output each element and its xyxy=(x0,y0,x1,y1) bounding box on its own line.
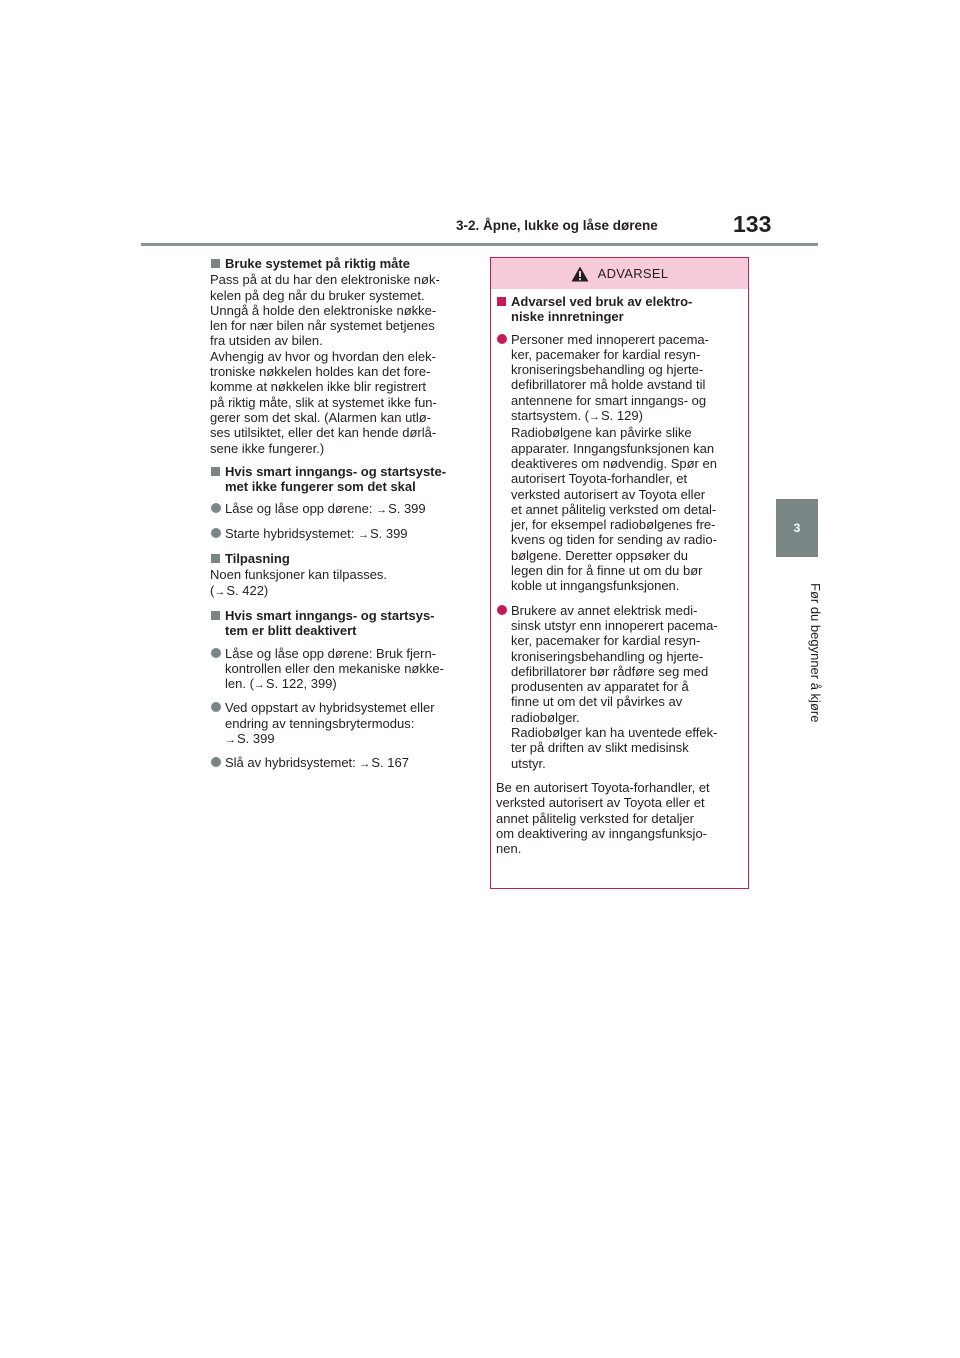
round-bullet-icon xyxy=(211,648,221,658)
warning-heading-text: Advarsel ved bruk av elektro- niske innretninger xyxy=(511,294,693,325)
list-item xyxy=(496,332,742,594)
section-heading-text: Bruke systemet på riktig måte xyxy=(225,256,410,271)
chapter-title-text: Før du begynner å kjøre xyxy=(808,583,823,723)
list-item-text: Personer med innoperert pacema- ker, pacemaker for kardial resyn- kroniseringsbehandling og hjerte- defibrillatorer må holde avstand til antennene for smart inngangs- og startsystem. ( xyxy=(511,331,709,424)
list-item-text: Slå av hybridsystemet: xyxy=(225,755,360,771)
list-item-text: Låse og låse opp dørene: Bruk fjern- kontrollen eller den mekaniske nøkke- len. ( xyxy=(225,645,444,692)
warning-heading xyxy=(496,294,742,325)
page-reference-link[interactable]: S. 167 xyxy=(371,755,409,771)
chapter-number: 3 xyxy=(793,521,801,535)
page-reference-link[interactable]: S. 399 xyxy=(237,731,275,747)
arrow-right-icon: → xyxy=(359,758,371,771)
list-item-text: Starte hybridsystemet: xyxy=(225,525,358,541)
warning-title: ADVARSEL xyxy=(597,266,669,281)
section-heading xyxy=(210,464,472,495)
list-item xyxy=(210,755,472,772)
round-bullet-icon xyxy=(211,528,221,538)
square-bullet-icon xyxy=(497,297,506,306)
page-reference-link[interactable]: S. 399 xyxy=(388,501,426,517)
arrow-right-icon: → xyxy=(589,411,601,424)
section-paragraph: Pass på at du har den elektroniske nøk- kelen på deg når du bruker systemet. Unngå å holde den elektroniske nøkke- len for nær bilen når systemet betjenes fra utsiden av bilen. Avhengig av hvor og hvordan den elek- troniske nøkkelen holdes kan det fore- komme at nøkkelen ikke blir registrert på riktig måte, slik at systemet ikke fun- gerer som det skal. (Alarmen kan utlø- ses utilsiktet, eller det kan hende dørlå- sene ikke fungerer.) xyxy=(210,272,440,456)
warning-footer: Be en autorisert Toyota-forhandler, et verksted autorisert av Toyota eller et annet pålitelig verksted for detaljer om deaktivering av inngangsfunksjo- nen. xyxy=(496,779,710,857)
arrow-right-icon: → xyxy=(376,504,388,517)
arrow-right-icon: → xyxy=(225,734,236,747)
square-bullet-icon xyxy=(211,554,220,563)
section-customization xyxy=(210,551,472,600)
list-item-text: Ved oppstart av hybridsystemet eller endring av tenningsbrytermodus: xyxy=(225,700,435,731)
chapter-title xyxy=(771,568,823,738)
square-bullet-icon xyxy=(211,467,220,476)
header-divider xyxy=(141,243,818,246)
page-reference-link[interactable]: S. 399 xyxy=(369,525,408,541)
page-number: 133 xyxy=(733,211,772,237)
warning-header xyxy=(491,258,748,289)
section-paragraph: Noen funksjoner kan tilpasses. ( xyxy=(210,567,388,598)
warning-triangle-icon xyxy=(571,266,589,282)
section-heading-text: Hvis smart inngangs- og startsys- tem er blitt deaktivert xyxy=(225,607,435,639)
section-proper-use xyxy=(210,256,472,456)
list-item xyxy=(210,646,472,694)
warning-box xyxy=(490,257,749,889)
section-heading-text: Hvis smart inngangs- og startsyste- met ikke fungerer som det skal xyxy=(225,463,447,495)
page-reference-link[interactable]: S. 122, 399) xyxy=(265,676,337,692)
list-item xyxy=(210,700,472,748)
arrow-right-icon: → xyxy=(357,528,369,541)
section-system-malfunction xyxy=(210,464,472,543)
square-bullet-icon xyxy=(211,259,220,268)
round-bullet-icon xyxy=(497,334,507,344)
page-reference-link[interactable]: S. 129) Radiobølgene kan påvirke slike apparater. Inngangsfunksjonen kan deaktiveres om nødvendig. Spør en autorisert Toyota-forhandler, et verksted autorisert av Toyota eller et annet pålitelig verksted om detal- jer, for eksempel radiobølgenes fre- kvens og tiden for sending av radio- bølgene. Deretter oppsøker du legen din for å finne ut om du bør koble ut inngangsfunksjonen. xyxy=(511,408,717,594)
arrow-right-icon: → xyxy=(214,585,226,598)
square-bullet-icon xyxy=(211,611,220,620)
warning-body xyxy=(491,289,748,856)
section-heading xyxy=(210,256,472,271)
left-column xyxy=(210,256,472,781)
section-title: 3-2. Åpne, lukke og låse dørene xyxy=(456,218,658,233)
round-bullet-icon xyxy=(497,605,507,615)
section-heading-text: Tilpasning xyxy=(225,551,290,567)
arrow-right-icon: → xyxy=(253,679,265,692)
list-item-text: Brukere av annet elektrisk medi- sinsk utstyr enn innoperert pacema- ker, pacemaker for kardial resyn- kroniseringsbehandling og hjerte- defibrillatorer bør rådføre seg med produsenten av apparatet for å finne ut om det vil påvirkes av radiobølger. Radiobølger kan ha uventede effek- ter på driften av slikt medisinsk utstyr. xyxy=(511,602,718,771)
section-heading xyxy=(210,551,472,566)
list-item xyxy=(496,603,742,771)
list-item xyxy=(210,526,472,543)
chapter-tab xyxy=(776,499,818,557)
round-bullet-icon xyxy=(211,757,221,767)
round-bullet-icon xyxy=(211,503,221,513)
page-reference-link[interactable]: S. 422) xyxy=(226,582,269,598)
round-bullet-icon xyxy=(211,702,221,712)
section-system-deactivated xyxy=(210,608,472,773)
list-item xyxy=(210,501,472,518)
section-heading xyxy=(210,608,472,639)
list-item-text: Låse og låse opp dørene: xyxy=(225,501,377,517)
